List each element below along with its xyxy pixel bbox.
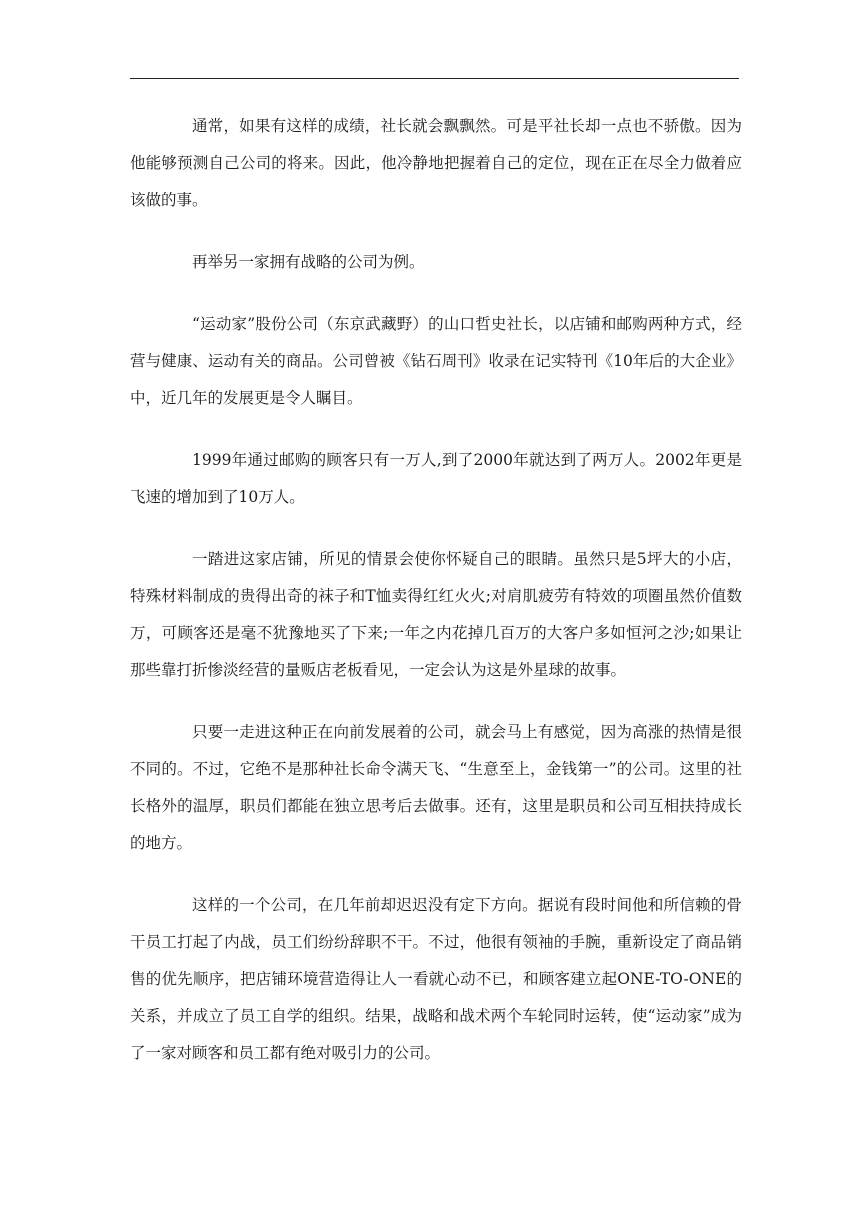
header-divider-line — [130, 78, 739, 79]
paragraph-2: 再举另一家拥有战略的公司为例。 — [192, 253, 425, 271]
paragraph-6: 只要一走进这种正在向前发展着的公司，就会马上有感觉，因为高涨的热情是很不同的。不过，它绝不是那种社长命令满天飞、“生意至上，金钱第一”的公司。这里的社长格外的温厚，职员们都能在独立思考后去做事。还有，这里是职员和公司互相扶持成长的地方。 — [130, 723, 742, 852]
document-body — [130, 108, 742, 1097]
paragraph-7: 这样的一个公司，在几年前却迟迟没有定下方向。据说有段时间他和所信赖的骨干员工打起了内战，员工们纷纷辞职不干。不过，他很有领袖的手腕，重新设定了商品销售的优先顺序，把店铺环境营造得让人一看就心动不已，和顾客建立起ONE-TO-ONE的关系，并成立了员工自学的组织。结果，战略和战术两个车轮同时运转，使“运动家”成为了一家对顾客和员工都有绝对吸引力的公司。 — [130, 896, 742, 1062]
paragraph-5: 一踏进这家店铺，所见的情景会使你怀疑自己的眼睛。虽然只是5坪大的小店，特殊材料制成的贵得出奇的袜子和T恤卖得红红火火;对肩肌疲劳有特效的项圈虽然价值数万，可顾客还是毫不犹豫地买了下来;一年之内花掉几百万的大客户多如恒河之沙;如果让那些靠打折惨淡经营的量贩店老板看见，一定会认为这是外星球的故事。 — [130, 550, 742, 679]
paragraph-4: 1999年通过邮购的顾客只有一万人,到了2000年就达到了两万人。2002年更是飞速的增加到了10万人。 — [130, 451, 742, 506]
paragraph-3: “运动家”股份公司（东京武藏野）的山口哲史社长，以店铺和邮购两种方式，经营与健康、运动有关的商品。公司曾被《钻石周刊》收录在记实特刊《10年后的大企业》中，近几年的发展更是令人瞩目。 — [130, 315, 742, 407]
paragraph-1: 通常，如果有这样的成绩，社长就会飘飘然。可是平社长却一点也不骄傲。因为他能够预测自己公司的将来。因此，他冷静地把握着自己的定位，现在正在尽全力做着应该做的事。 — [130, 117, 742, 209]
